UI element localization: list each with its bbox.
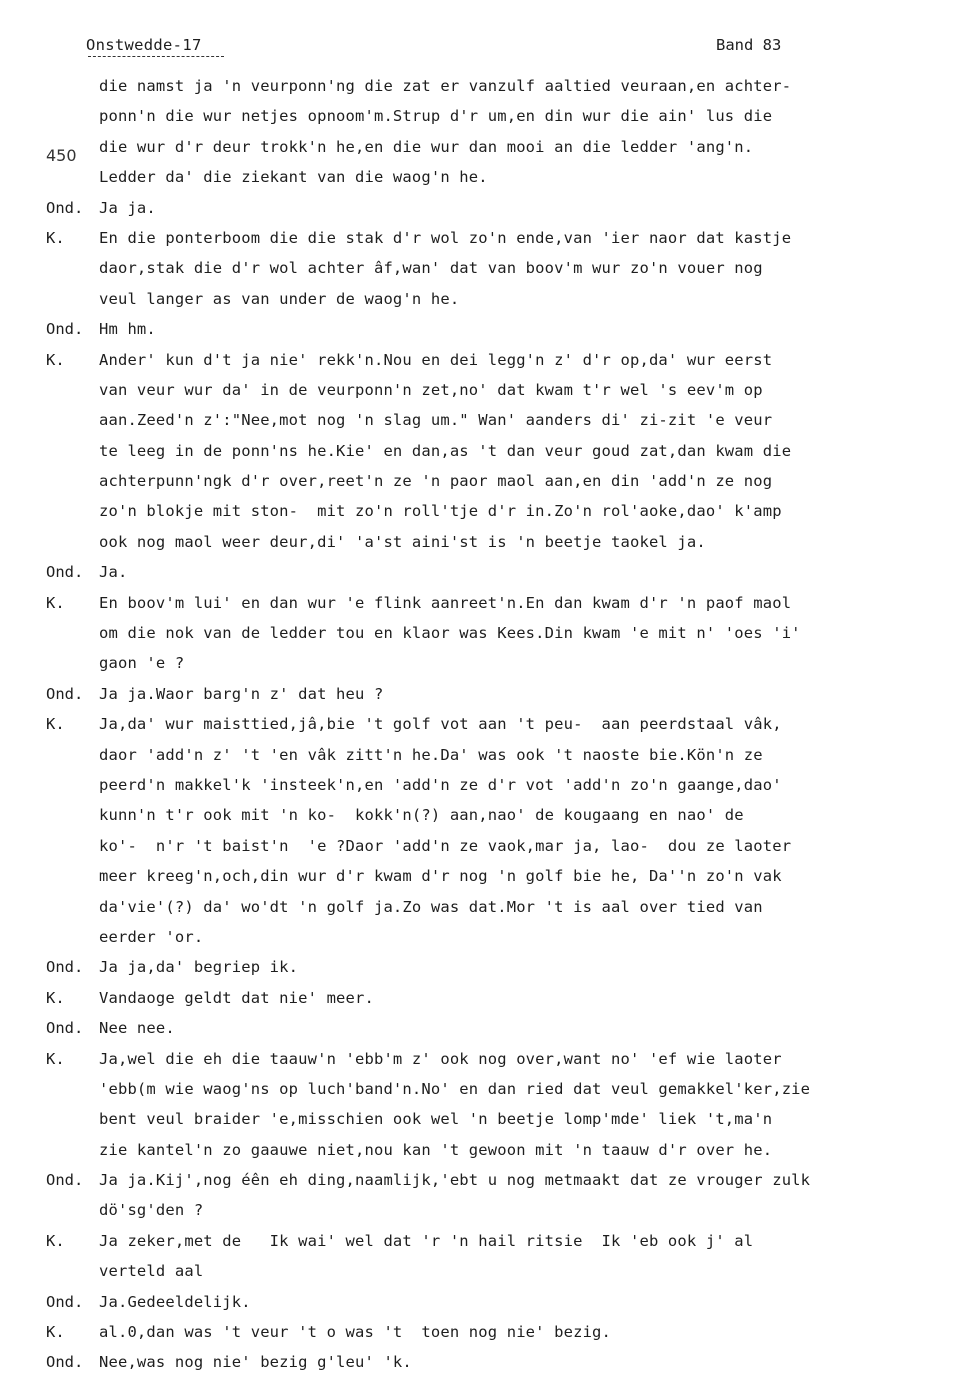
transcript-line: zo'n blokje mit ston- mit zo'n roll'tje d'r in.Zo'n rol'aoke,dao' k'amp (99, 502, 782, 521)
header-underline (88, 56, 224, 57)
transcript-line: meer kreeg'n,och,din wur d'r kwam d'r nog 'n golf bie he, Da''n zo'n vak (99, 867, 782, 886)
speaker-label: K. (46, 1231, 65, 1250)
transcript-line: Ja,da' wur maisttied,jâ,bie 't golf vot aan 't peu- aan peerdstaal vâk, (99, 715, 782, 734)
transcript-turn (0, 345, 973, 558)
speaker-label: K. (46, 228, 65, 247)
transcript-turn (0, 1347, 973, 1377)
transcript-line: veul langer as van under de waog'n he. (99, 289, 460, 308)
transcript-turn (0, 1317, 973, 1347)
transcript-line: Ja ja,da' begriep ik. (99, 958, 299, 977)
transcript-line: ook nog maol weer deur,di' 'a'st aini'st is 'n beetje taokel ja. (99, 532, 706, 551)
speaker-label: K. (46, 1049, 65, 1068)
transcript-line: om die nok van de ledder tou en klaor was Kees.Din kwam 'e mit n' 'oes 'i' (99, 624, 801, 643)
speaker-label: Ond. (46, 1292, 84, 1311)
transcript-line: eerder 'or. (99, 927, 204, 946)
transcript-turn (0, 314, 973, 344)
transcript-turn (0, 1287, 973, 1317)
speaker-label: Ond. (46, 1171, 84, 1190)
transcript-line: verteld aal (99, 1262, 204, 1281)
transcript-line: gaon 'e ? (99, 654, 185, 673)
transcript-line: daor 'add'n z' 't 'en vâk zitt'n he.Da' was ook 't naoste bie.Kön'n ze (99, 745, 763, 764)
transcript-line: Ja zeker,met de Ik wai' wel dat 'r 'n hail ritsie Ik 'eb ook j' al (99, 1231, 754, 1250)
transcript-line: Nee,was nog nie' bezig g'leu' 'k. (99, 1353, 412, 1372)
speaker-label: K. (46, 1323, 65, 1342)
speaker-label: Ond. (46, 1353, 84, 1372)
speaker-label: K. (46, 988, 65, 1007)
transcript-line: Ledder da' die ziekant van die waog'n he. (99, 168, 488, 187)
transcript-turn (0, 709, 973, 952)
transcript-turn (0, 679, 973, 709)
speaker-label: Ond. (46, 563, 84, 582)
transcript-line: daor,stak die d'r wol achter âf,wan' dat van boov'm wur zo'n vouer nog (99, 259, 763, 278)
transcript-line: Vandaoge geldt dat nie' meer. (99, 988, 374, 1007)
transcript-line: die wur d'r deur trokk'n he,en die wur dan mooi an die ledder 'ang'n. (99, 137, 754, 156)
transcript-line: van veur wur da' in de veurponn'n zet,no' dat kwam t'r wel 's eev'm op (99, 380, 763, 399)
transcript-line: te leeg in de ponn'ns he.Kie' en dan,as 't dan veur goud zat,dan kwam die (99, 441, 792, 460)
transcript-turn (0, 1165, 973, 1226)
transcript-line: da'vie'(?) da' wo'dt 'n golf ja.Zo was dat.Mor 't is aal over tied van (99, 897, 763, 916)
transcript-turn (0, 557, 973, 587)
transcript-line: peerd'n makkel'k 'insteek'n,en 'add'n ze d'r vot 'add'n zo'n gaange,dao' (99, 775, 782, 794)
speaker-label: Ond. (46, 320, 84, 339)
transcript-line: En boov'm lui' en dan wur 'e flink aanreet'n.En dan kwam d'r 'n paof maol (99, 593, 792, 612)
margin-line-number: 450 (46, 146, 77, 165)
transcript-body (0, 71, 973, 1378)
transcript-line: bent veul braider 'e,misschien ook wel 'n beetje lomp'mde' liek 't,ma'n (99, 1110, 773, 1129)
transcript-line: die namst ja 'n veurponn'ng die zat er vanzulf aaltied veuraan,en achter- (99, 77, 792, 95)
transcript-line: aan.Zeed'n z':"Nee,mot nog 'n slag um." Wan' aanders di' zi-zit 'e veur (99, 411, 773, 430)
transcript-turn (0, 588, 973, 679)
transcript-turn (0, 952, 973, 982)
speaker-label: K. (46, 593, 65, 612)
transcript-line: achterpunn'ngk d'r over,reet'n ze 'n paor maol aan,en din 'add'n ze nog (99, 472, 773, 491)
transcript-line: Ja. (99, 563, 128, 582)
transcript-line: Nee nee. (99, 1019, 175, 1038)
transcript-line: Ja.Gedeeldelijk. (99, 1292, 251, 1311)
transcript-line: al.0,dan was 't veur 't o was 't toen nog nie' bezig. (99, 1323, 612, 1342)
transcript-turn (0, 983, 973, 1013)
transcript-turn (0, 1044, 973, 1166)
speaker-label: Ond. (46, 958, 84, 977)
transcript-line: Ja ja. (99, 198, 156, 217)
transcript-line: 'ebb(m wie waog'ns op luch'band'n.No' en dan ried dat veul gemakkel'ker,zie (99, 1079, 811, 1098)
speaker-label: K. (46, 715, 65, 734)
transcript-turn (0, 1013, 973, 1043)
transcript-line: kunn'n t'r ook mit 'n ko- kokk'n(?) aan,nao' de kougaang en nao' de (99, 806, 744, 825)
transcript-turn (0, 193, 973, 223)
speaker-label: K. (46, 350, 65, 369)
transcript-turn (0, 71, 973, 193)
speaker-label: Ond. (46, 1019, 84, 1038)
transcript-line: Ja,wel die eh die taauw'n 'ebb'm z' ook nog over,want no' 'ef wie laoter (99, 1049, 782, 1068)
transcript-line: zie kantel'n zo gaauwe niet,nou kan 't gewoon mit 'n taauw d'r over he. (99, 1140, 773, 1159)
transcript-line: dö'sg'den ? (99, 1201, 204, 1220)
transcript-line: ponn'n die wur netjes opnoom'm.Strup d'r um,en din wur die ain' lus die (99, 107, 773, 126)
transcript-turn (0, 1226, 973, 1287)
transcript-line: En die ponterboom die die stak d'r wol zo'n ende,van 'ier naor dat kastje (99, 228, 792, 247)
transcript-line: Ander' kun d't ja nie' rekk'n.Nou en dei legg'n z' d'r op,da' wur eerst (99, 350, 773, 369)
page-header-band: Band 83 (716, 36, 782, 54)
page-header-title (86, 36, 202, 54)
header-location-code: Onstwedde-17 (86, 36, 202, 54)
transcript-line: ko'- n'r 't baist'n 'e ?Daor 'add'n ze vaok,mar ja, lao- dou ze laoter (99, 836, 792, 855)
speaker-label: Ond. (46, 684, 84, 703)
speaker-label: Ond. (46, 198, 84, 217)
transcript-turn (0, 223, 973, 314)
transcript-line: Ja ja.Kij',nog éên eh ding,naamlijk,'ebt u nog metmaakt dat ze vrouger zulk (99, 1171, 811, 1190)
transcript-line: Ja ja.Waor barg'n z' dat heu ? (99, 684, 384, 703)
transcript-line: Hm hm. (99, 320, 156, 339)
